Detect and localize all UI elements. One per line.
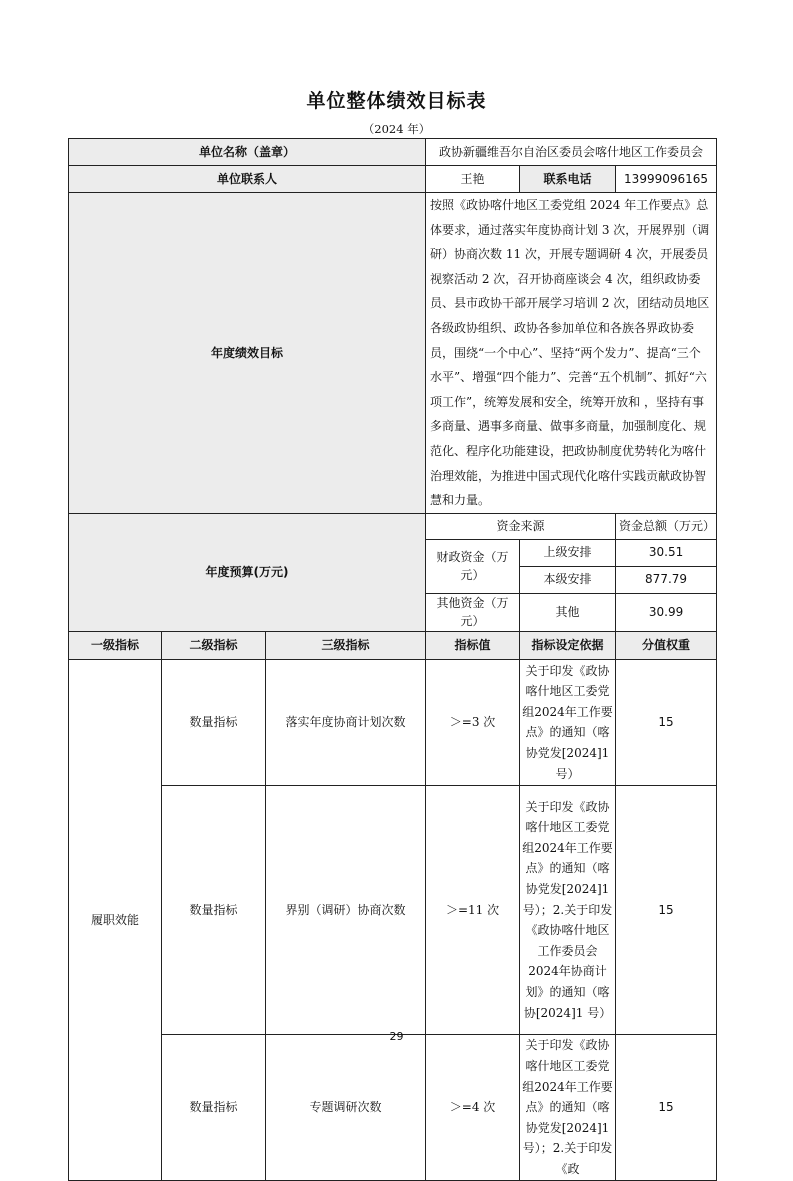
level2-indicator: 数量指标 xyxy=(162,1034,266,1180)
indicator-weight: 15 xyxy=(616,659,717,785)
indicator-weight: 15 xyxy=(616,785,717,1034)
level3-indicator: 专题调研次数 xyxy=(266,1034,426,1180)
indicator-basis: 关于印发《政协喀什地区工委党组2024年工作要点》的通知（喀协党发[2024]1 号） xyxy=(520,659,616,785)
indicator-weight: 15 xyxy=(616,1034,717,1180)
unit-name-value: 政协新疆维吾尔自治区委员会喀什地区工作委员会 xyxy=(426,139,717,166)
other-value: 30.99 xyxy=(616,593,717,631)
other-label: 其他 xyxy=(520,593,616,631)
indicator-value-header: 指标值 xyxy=(426,631,520,659)
basis-header: 指标设定依据 xyxy=(520,631,616,659)
indicator-basis: 关于印发《政协喀什地区工委党组2024年工作要点》的通知（喀协党发[2024]1 号）；2.关于印发《政 xyxy=(520,1034,616,1180)
weight-header: 分值权重 xyxy=(616,631,717,659)
fiscal-funds-label: 财政资金（万元） xyxy=(426,539,520,593)
budget-label: 年度预算(万元) xyxy=(69,513,426,631)
year-label: （2024 年） xyxy=(362,122,431,136)
page-number: 29 xyxy=(389,1030,404,1043)
phone-value: 13999096165 xyxy=(616,166,717,193)
level3-indicator: 落实年度协商计划次数 xyxy=(266,659,426,785)
level1-header: 一级指标 xyxy=(69,631,162,659)
unit-name-label: 单位名称（盖章） xyxy=(69,139,426,166)
local-allocation-value: 877.79 xyxy=(616,566,717,593)
table-row xyxy=(69,1034,717,1180)
local-allocation-label: 本级安排 xyxy=(520,566,616,593)
upper-allocation-value: 30.51 xyxy=(616,539,717,566)
indicator-basis: 关于印发《政协喀什地区工委党组2024年工作要点》的通知（喀协党发[2024]1 号）；2.关于印发《政协喀什地区工作委员会 2024年协商计划》的通知（喀协[2024]1 号） xyxy=(520,785,616,1034)
table-row xyxy=(69,785,717,1034)
performance-table xyxy=(68,138,717,1181)
indicator-value: ＞=3 次 xyxy=(426,659,520,785)
fund-source-header: 资金来源 xyxy=(426,513,616,539)
fund-total-header: 资金总额（万元） xyxy=(616,513,717,539)
page-title: 单位整体绩效目标表 xyxy=(306,90,487,112)
annual-goal-label: 年度绩效目标 xyxy=(69,193,426,514)
indicator-value: ＞=11 次 xyxy=(426,785,520,1034)
level3-header: 三级指标 xyxy=(266,631,426,659)
phone-label: 联系电话 xyxy=(520,166,616,193)
level1-indicator: 履职效能 xyxy=(69,659,162,1180)
annual-goal-text: 按照《政协喀什地区工委党组 2024 年工作要点》总体要求，通过落实年度协商计划 3 次，开展界别（调研）协商次数 11 次，开展专题调研 4 次，开展委员视察活动 2 次，召开协商座谈会 4 次，组织政协委员、县市政协干部开展学习培训 2 次，团结动员地区各级政协组织、政协各参加单位和各族各界政协委员，围绕“一个中心”、坚持“两个发力”、提高“三个水平”、增强“四个能力”、完善“五个机制”、抓好“六项工作”，统筹发展和安全，统筹开放和 ，坚持有事多商量、遇事多商量、做事多商量，加强制度化、规范化、程序化功能建设，把政协制度优势转化为喀什治理效能，为推进中国式现代化喀什实践贡献政协智慧和力量。 xyxy=(426,193,717,514)
contact-value: 王艳 xyxy=(426,166,520,193)
table-row xyxy=(69,659,717,785)
upper-allocation-label: 上级安排 xyxy=(520,539,616,566)
level2-indicator: 数量指标 xyxy=(162,659,266,785)
level2-header: 二级指标 xyxy=(162,631,266,659)
indicator-value: ＞=4 次 xyxy=(426,1034,520,1180)
level2-indicator: 数量指标 xyxy=(162,785,266,1034)
other-funds-label: 其他资金（万元） xyxy=(426,593,520,631)
level3-indicator: 界别（调研）协商次数 xyxy=(266,785,426,1034)
contact-label: 单位联系人 xyxy=(69,166,426,193)
